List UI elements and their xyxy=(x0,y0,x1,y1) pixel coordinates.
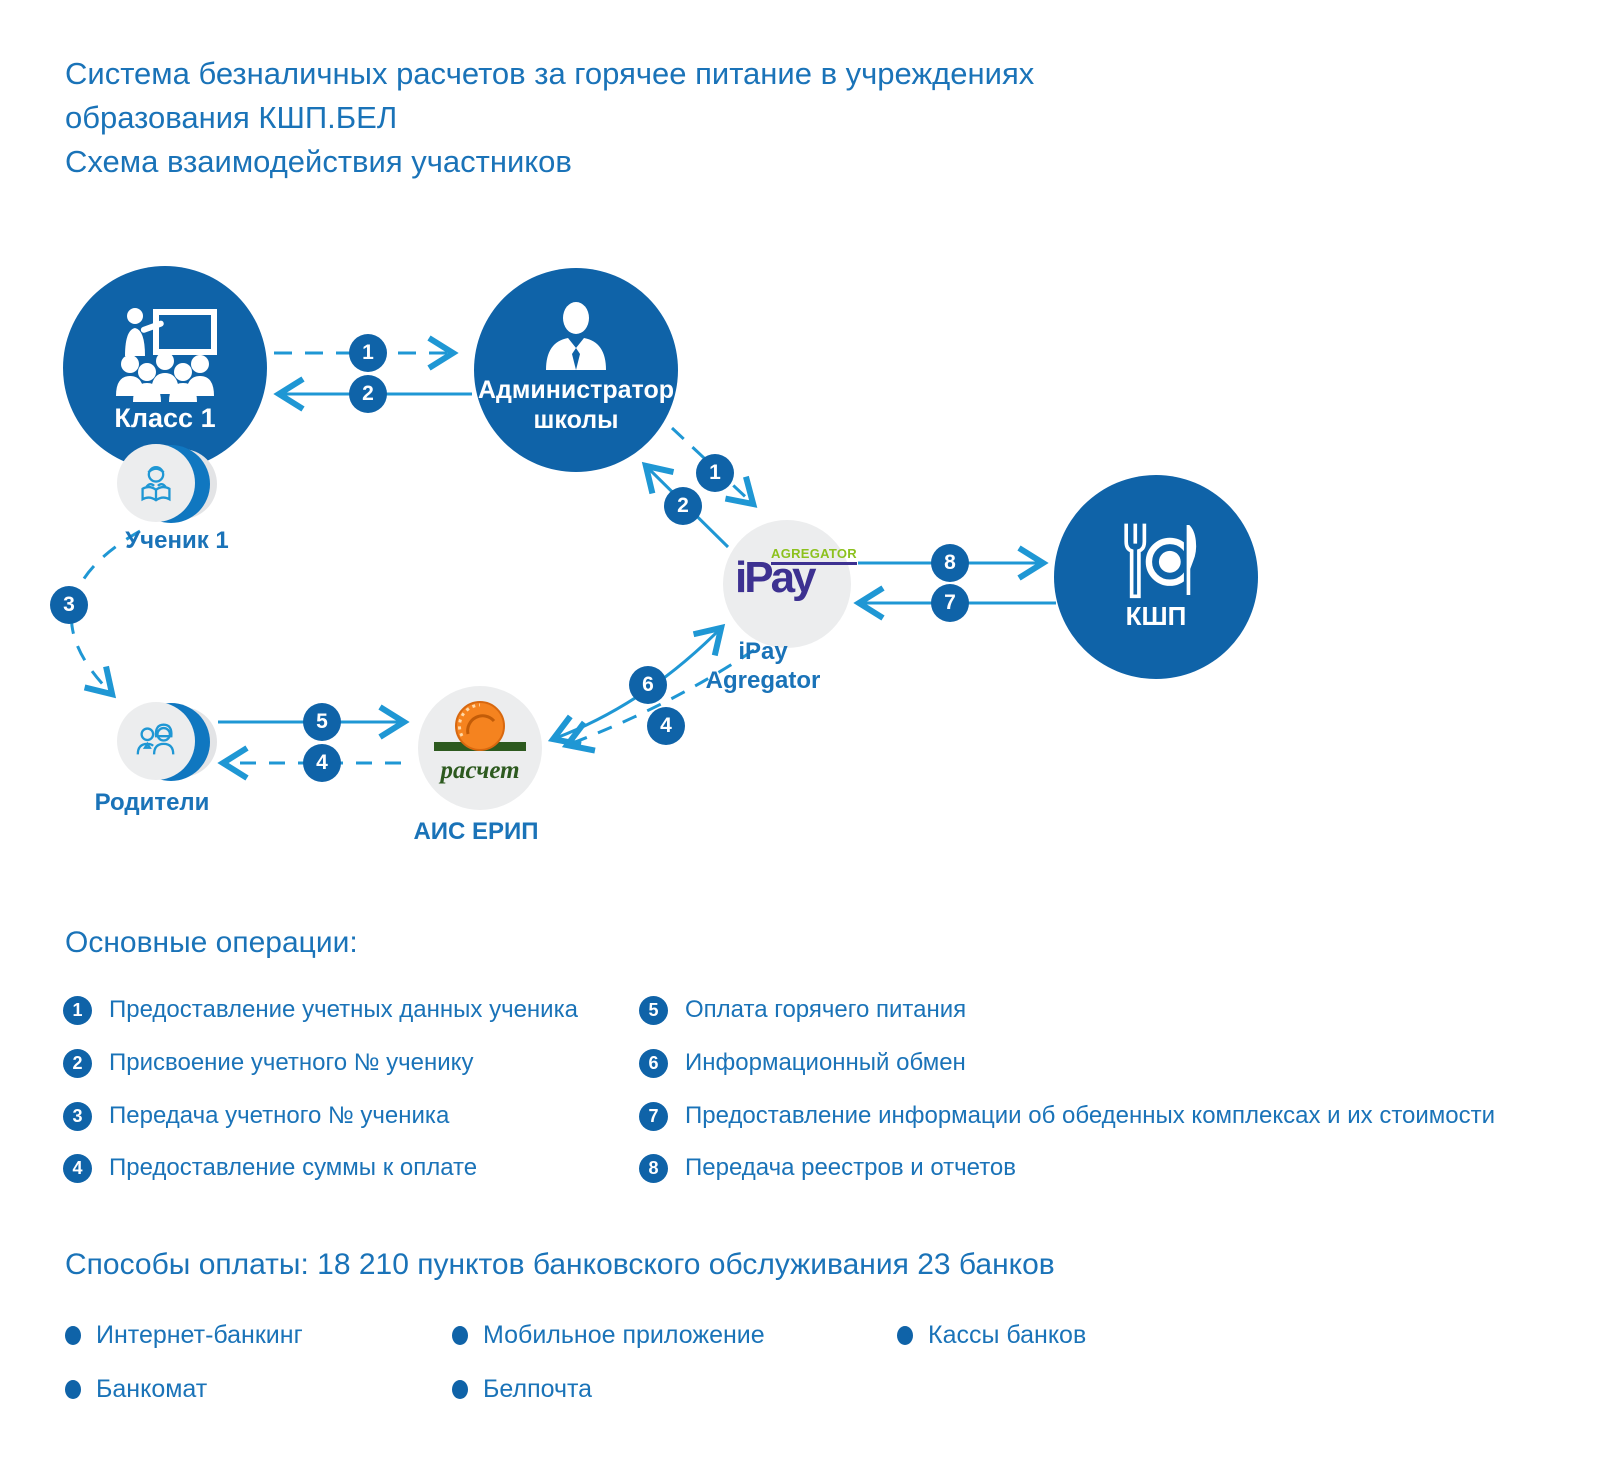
edge-badge-4-erip-parents: 4 xyxy=(303,744,341,782)
payment-text: Кассы банков xyxy=(928,1320,1087,1349)
raschet-logo-text: расчет xyxy=(440,757,520,784)
student-reading-icon xyxy=(133,460,179,506)
administrator-icon xyxy=(528,300,624,370)
operation-item-5 xyxy=(639,994,966,1026)
ipay-logo xyxy=(733,546,858,608)
edge-badge-8-ipay-kshp: 8 xyxy=(931,544,969,582)
operation-item-2 xyxy=(63,1047,473,1079)
edge-badge-1-admin-ipay: 1 xyxy=(696,454,734,492)
operation-badge-5: 5 xyxy=(639,996,668,1025)
payment-item-atm xyxy=(65,1374,207,1404)
node-school-admin-label-2: школы xyxy=(533,406,619,434)
operation-text-8: Передача реестров и отчетов xyxy=(685,1154,1017,1181)
node-parents-label: Родители xyxy=(94,789,210,816)
edge-badge-6-erip-ipay: 6 xyxy=(629,666,667,704)
title-line-3: Схема взаимодействия участников xyxy=(65,144,572,179)
operation-text-6: Информационный обмен xyxy=(685,1049,966,1076)
node-ipay-label-2: Agregator xyxy=(705,667,821,694)
operation-item-4 xyxy=(63,1152,477,1184)
payment-item-belpochta xyxy=(452,1374,592,1404)
bullet-icon xyxy=(452,1326,468,1345)
operation-badge-6: 6 xyxy=(639,1049,668,1078)
bullet-icon xyxy=(65,1380,81,1399)
operation-item-7 xyxy=(639,1100,1495,1132)
payment-text: Мобильное приложение xyxy=(483,1320,765,1349)
operation-text-2: Присвоение учетного № ученику xyxy=(109,1049,474,1076)
node-school-admin xyxy=(474,268,678,472)
parents-circle xyxy=(117,702,195,780)
node-parents xyxy=(117,702,227,782)
payment-text: Банкомат xyxy=(96,1374,208,1403)
bullet-icon xyxy=(452,1380,468,1399)
edge-badge-4-ipay-erip: 4 xyxy=(647,707,685,745)
operation-badge-2: 2 xyxy=(63,1049,92,1078)
bullet-icon xyxy=(897,1326,913,1345)
edge-badge-2-ipay-admin: 2 xyxy=(664,487,702,525)
operation-item-3 xyxy=(63,1100,449,1132)
ipay-logo-text: iPay xyxy=(735,553,814,602)
operation-text-5: Оплата горячего питания xyxy=(685,996,967,1023)
operation-text-1: Предоставление учетных данных ученика xyxy=(109,996,578,1023)
student-circle xyxy=(117,444,195,522)
node-class-label: Класс 1 xyxy=(114,403,216,433)
raschet-logo xyxy=(432,700,528,788)
payment-item-bank-cashdesks xyxy=(897,1320,1086,1350)
operations-heading: Основные операции: xyxy=(65,926,358,959)
title-line-1: Система безналичных расчетов за горячее питание в учреждениях xyxy=(65,56,1035,91)
payment-item-mobile-app xyxy=(452,1320,765,1350)
node-school-admin-label-1: Администратор xyxy=(477,376,675,404)
page-title xyxy=(65,52,1034,184)
edge-badge-7-kshp-ipay: 7 xyxy=(931,584,969,622)
operation-badge-8: 8 xyxy=(639,1154,668,1183)
operation-item-8 xyxy=(639,1152,1016,1184)
parents-icon xyxy=(133,718,179,764)
operation-badge-7: 7 xyxy=(639,1102,668,1131)
operation-badge-4: 4 xyxy=(63,1154,92,1183)
operation-text-4: Предоставление суммы к оплате xyxy=(109,1154,478,1181)
node-student xyxy=(117,444,227,524)
node-student-label: Ученик 1 xyxy=(125,527,229,554)
payment-text: Белпочта xyxy=(483,1374,593,1403)
edge-badge-2-admin-class: 2 xyxy=(349,375,387,413)
edge-badge-5-parents-erip: 5 xyxy=(303,703,341,741)
ipay-agregator-logo-text: AGREGATOR xyxy=(771,546,857,565)
operation-text-7: Предоставление информации об обеденных комплексах и их стоимости xyxy=(685,1102,1496,1129)
bullet-icon xyxy=(65,1326,81,1345)
payments-heading: Способы оплаты: 18 210 пунктов банковского обслуживания 23 банков xyxy=(65,1248,1055,1281)
node-erip-label: АИС ЕРИП xyxy=(413,818,539,845)
classroom-icon xyxy=(108,306,222,402)
node-ipay-label-1: iPay xyxy=(738,638,788,665)
operation-badge-3: 3 xyxy=(63,1102,92,1131)
edge-badge-3-student-parents: 3 xyxy=(50,586,88,624)
meal-plate-icon xyxy=(1108,520,1208,600)
payment-item-internet-banking xyxy=(65,1320,303,1350)
title-line-2: образования КШП.БЕЛ xyxy=(65,100,398,135)
payment-text: Интернет-банкинг xyxy=(96,1320,303,1349)
operation-badge-1: 1 xyxy=(63,996,92,1025)
operation-item-1 xyxy=(63,994,578,1026)
edge-badge-1-class-admin: 1 xyxy=(349,334,387,372)
operation-text-3: Передача учетного № ученика xyxy=(109,1102,450,1129)
node-kshp-label: КШП xyxy=(1125,601,1187,631)
operation-item-6 xyxy=(639,1047,966,1079)
